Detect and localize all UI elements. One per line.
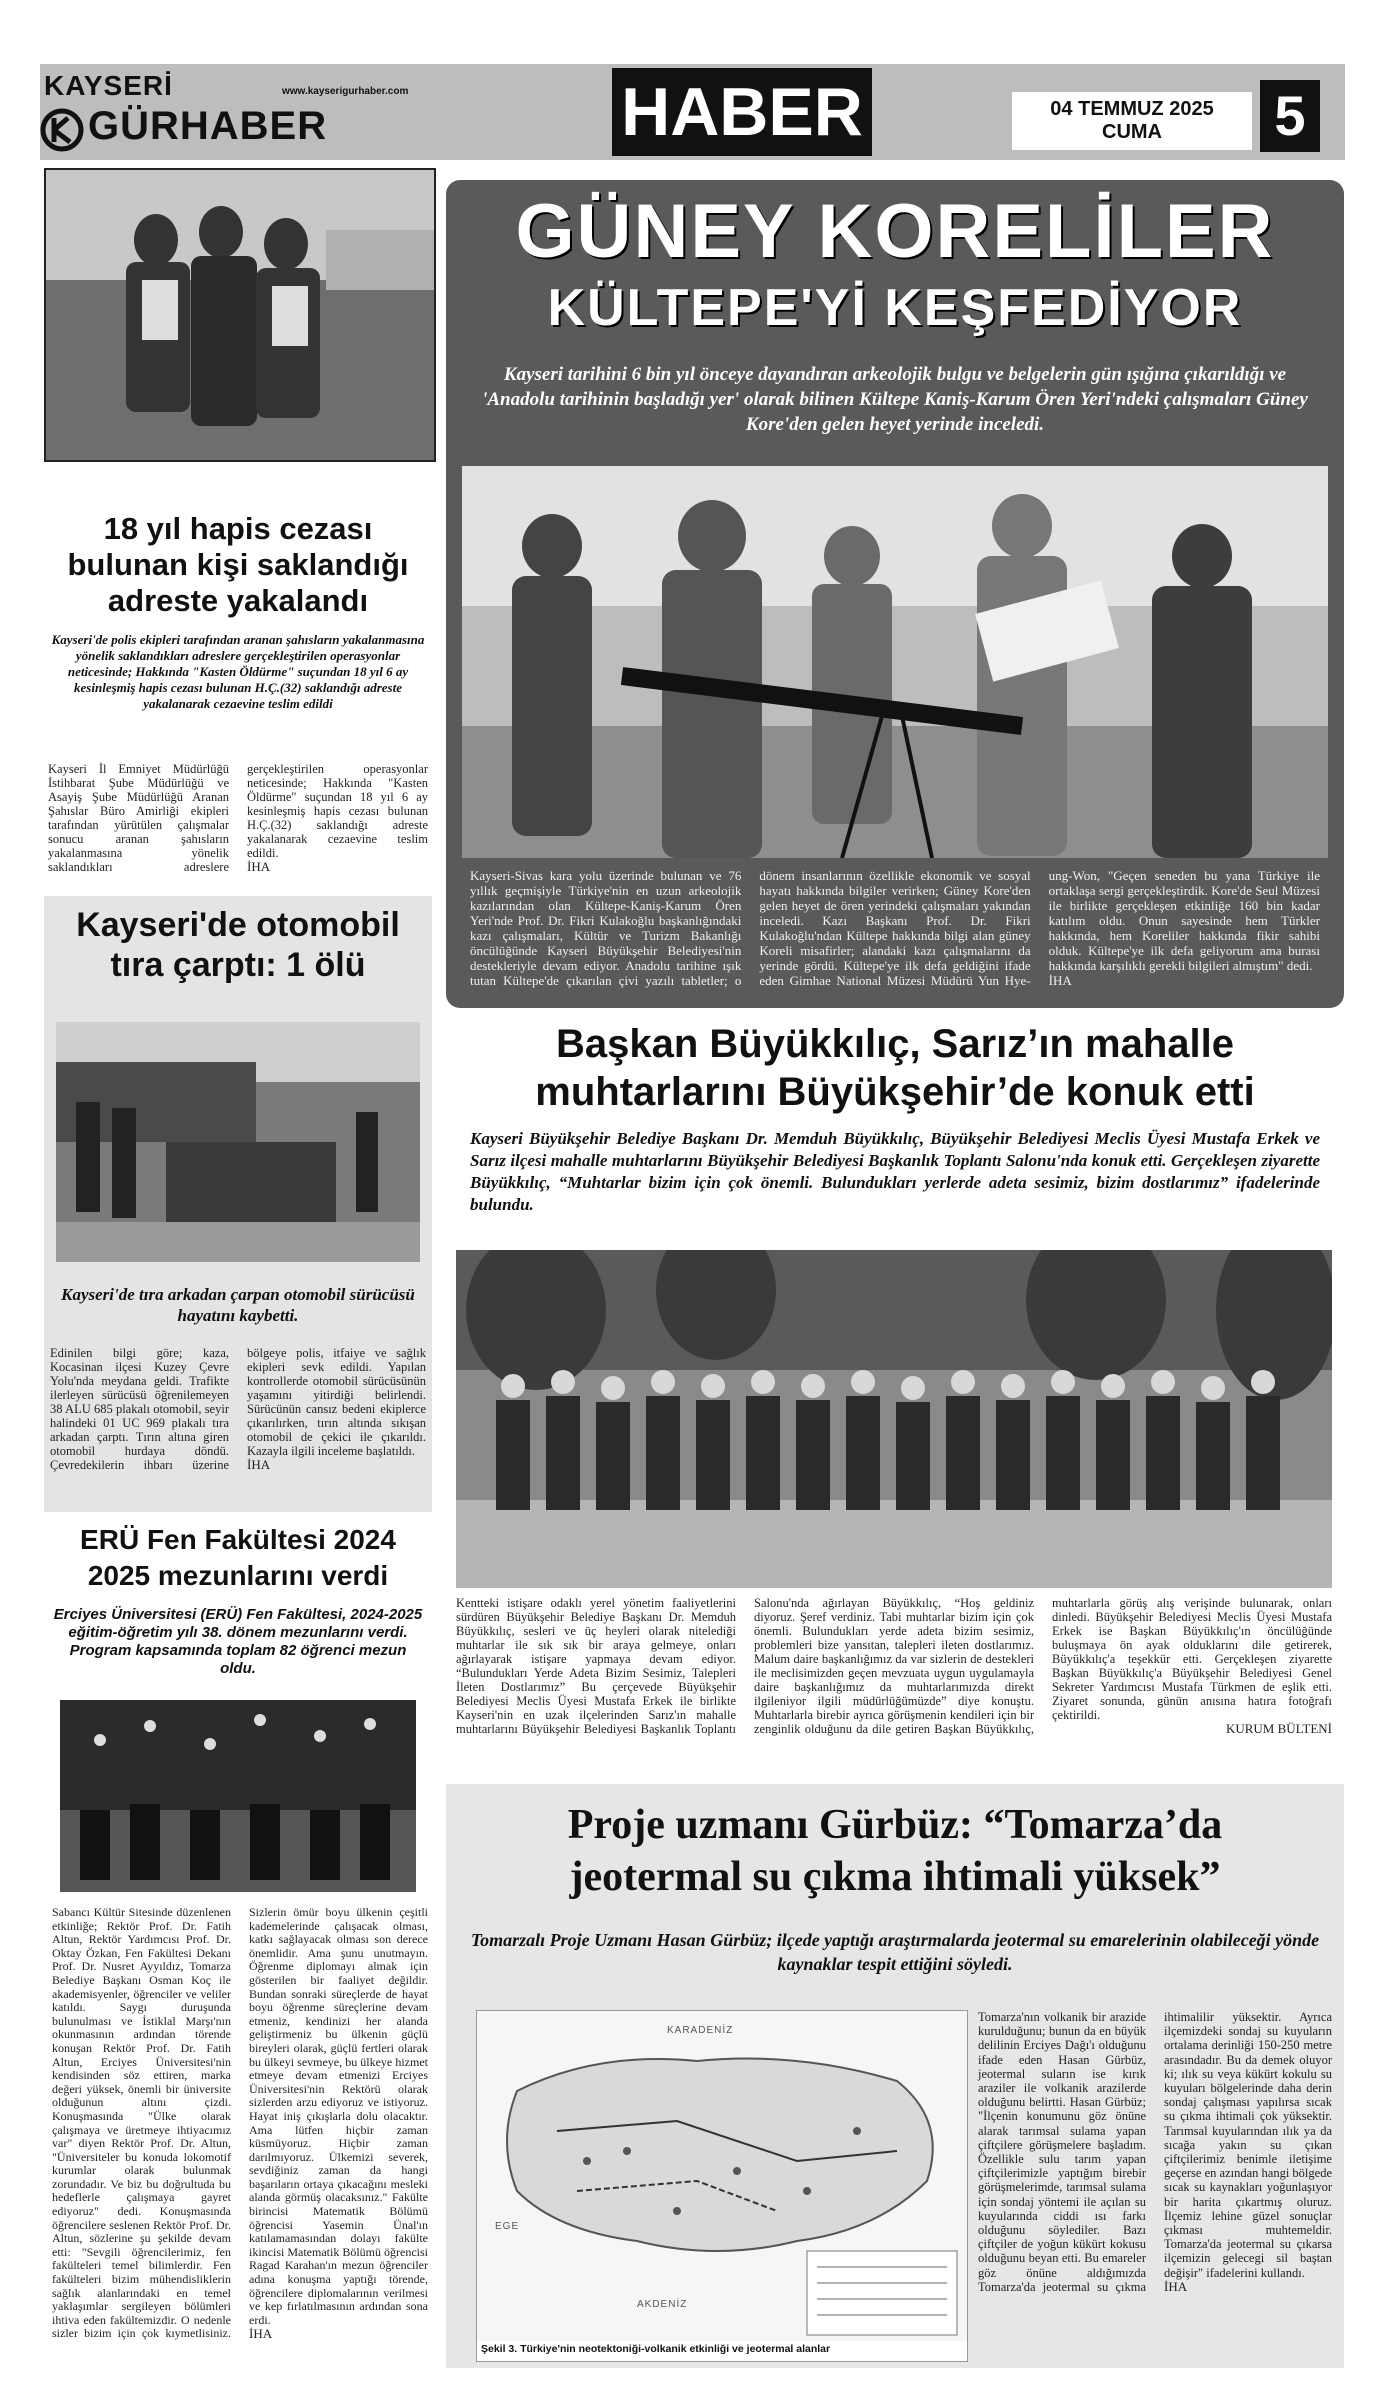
brand-city: KAYSERİ <box>44 70 173 101</box>
tir-headline-1: Kayseri'de otomobil <box>76 906 400 944</box>
graduation-photo <box>60 1700 416 1892</box>
proje-headline-2: jeotermal su çıkma ihtimali yüksek” <box>569 1854 1221 1900</box>
brand-url: www.kayserigurhaber.com <box>282 86 409 97</box>
eru-headline-2: 2025 mezunlarını verdi <box>87 1560 389 1591</box>
korea-lead: Kayseri tarihini 6 bin yıl önceye dayandıran arkeolojik bulgu ve belgelerin gün ışığına çıkarıldığı ve 'Anadolu tarihinin başladığı yer' olarak bilinen Kültepe Kaniş-Karum Ören Yeri'ndeki çalışmaları Güney Kore'den gelen heyet yerinde inceledi. <box>482 364 1308 435</box>
hapis-headline-3: adreste yakalandı <box>107 583 369 618</box>
map-label-karadeniz: KARADENİZ <box>667 2025 734 2036</box>
hapis-lead: Kayseri'de polis ekipleri tarafından aranan şahısların yakalanmasına yönelik saklandıkları adreslere gerçekleştirilen operasyonlar neticesinde; Hakkında "Kasten Öldürme" suçundan 18 yıl 6 ay kesinleşmiş hapis cezası bulunan H.Ç.(32) saklandığı adreste yakalanarak cezaevine teslim edildi <box>51 632 425 711</box>
tir-body <box>50 1346 426 1506</box>
baskan-body <box>456 1596 1332 1776</box>
issue-date: 04 TEMMUZ 2025 <box>1050 98 1214 120</box>
eru-headline-1: ERÜ Fen Fakültesi 2024 <box>80 1524 396 1555</box>
eru-body-text: Sabancı Kültür Sitesinde düzenlenen etkinliğe; Rektör Prof. Dr. Fatih Altun, Rektör Yardımcısı Prof. Dr. Oktay Özkan, Fen Fakültesi Dekanı Prof. Dr. Nusret Ayyıldız, Tomarza Belediye Başkanı Osman Koç ile akademisyenler, öğrenciler ve veliler katıldı. Saygı duruşunda bulunulması ve İstiklal Marşı'nın okunmasının ardından törende konuşan Rektör Prof. Dr. Fatih Altun, Erciyes Üniversitesi'nin kendisinden söz ettiren, marka değeri yüksek, önemli bir üniversite olduğunun altını çizdi. Konuşmasında "Ülke olarak çalışmaya ve üretmeye ihtiyacımız var" diyen Rektör Prof. Dr. Altun, "Üniversiteler bu konuda lokomotif kurumlar olarak bulunmak zorundadır. Ve biz bu doğrultuda bu hedeflerle çalışmaya gayret ediyoruz" dedi. Konuşmasında öğrencilere seslenen Rektör Prof. Dr. Altun, sözlerine şu şekilde devam etti: "Sevgili öğrencilerimiz, fen fakülteleri temel bilimlerdir. Fen fakülteleri bizim mühendisliklerin sağlık alanlarındaki en temel yaklaşımlar sergileyen bölümleri ihtiva eden fakültemizdir. O nedenle sizler bizim için çok kıymetlisiniz. Sizlerin ömür boyu ülkenin çeşitli kademelerinde çalışacak olması, katkı sağlayacak olması son derece önemlidir. Ama şunu unutmayın. Öğrenme diplomayı almak için gösterilen bir faaliyet değildir. Bundan sonraki süreçlerde de hayat boyu öğrenme süreçlerine devam etmeniz, kendinizi her alanda geliştirmeniz bu ülkenin güçlü bireyleri olarak, güçlü fertleri olarak bu ülkeyi sevmeye, bu ülkeye hizmet etmeye devam etmenizi Erciyes Üniversitesi'nin Rektörü olarak sizlerden arzu ediyoruz ve istiyoruz. Hayat iniş çıkışlarla dolu olacaktır. Ama lütfen hiçbir zaman küsmüyoruz. Hiçbir zaman darılmıyoruz. Ülkemizi severek, sevdiğiniz zaman da hangi başarıların ortaya çıkacağını mesleki alanda görmüş olacaksınız." Fakülte birincisi Matematik Bölümü öğrencisi Yasemin Ünal'ın katılamamasından dolayı fakülte ikincisi Matematik Bölümü öğrencisi Ragad Karahan'ın mezun öğrenciler adına konuşma yaptığı törende, öğrencilere diplomalarının verilmesi ve kep fırlatılmasının ardından sona erdi. <box>52 1905 428 2341</box>
brand-name: GÜRHABER <box>88 104 328 148</box>
baskan-headline-2: muhtarlarını Büyükşehir’de konuk etti <box>535 1070 1255 1114</box>
muhtar-group-photo <box>456 1250 1332 1588</box>
hapis-headline-2: bulunan kişi saklandığı <box>67 547 409 582</box>
logo-icon <box>40 108 84 152</box>
page-number: 5 <box>1260 80 1320 152</box>
police-arrest-photo <box>44 168 436 462</box>
proje-body <box>978 2010 1332 2360</box>
baskan-body-text: Kentteki istişare odaklı yerel yönetim faaliyetlerini sürdüren Büyükşehir Belediye Başkanı Dr. Memduh Büyükkılıç, sesleri ve üç heyleri olarak nitelediği muhtarlar ile sık sık bir araya gelmeye, onları ağırlayarak istişare yapmaya devam ediyor. “Bulundukları Yerde Adeta Bizim Sesimiz, Talepleri İleten Dostlarımız” Bu çerçevede Büyükşehir Belediyesi Meclis Üyesi Mustafa Erkek ile birlikte Kayseri'nin en uzak ilçelerinden Sarız'ın mahalle muhtarlarını Büyükşehir Belediyesi Başkanlık Toplantı Salonu'nda ağırlayan Büyükkılıç, “Hoş geldiniz diyoruz. Şeref verdiniz. Tabi muhtarlar bizim için çok önemli. Bulundukları yerde adeta bizim sesimiz, problemleri bize yansıtan, talepleri ileten dostlarımız. Malum daire başkanlığımız da var sizlerin de destekleri ile meclisimizden geçen mevzuata uygun uygulamayla daire başkanlığımız da muhtarlarımızda direkt ilgileniyor ilgili müdürlüğümüzde” diye konuştu. Muhtarlarla birebir ayrıca görüşmenin kendileri için bir zenginlik olduğunu da dile getiren Başkan Büyükkılıç, muhtarlarla görüş alış verişinde bulunarak, onları dinledi. Büyükşehir Belediyesi Meclis Üyesi Mustafa Erkek ise Başkan Büyükkılıç'ın öncülüğünde buluşmaya ön ayak olduklarını dile getirerek, Büyükkılıç'a teşekkür etti. Gerçekleşen ziyarette Başkan Büyükkılıç'a Büyükşehir Belediyesi Genel Sekreter Yardımcısı Mustafa Türkmen de eşlik etti. Ziyaret sonunda, günün anısına hatıra fotoğrafı çektirildi. <box>456 1596 1332 1736</box>
korea-body <box>470 868 1320 998</box>
eru-body <box>52 1906 428 2376</box>
hapis-body-text: Kayseri İl Emniyet Müdürlüğü İstihbarat Şube Müdürlüğü ve Asayiş Şube Müdürlüğü Aranan Şahıslar Büro Amirliği ekipleri tarafından yürütülen çalışmalar sonucu aranan şahısların yakalanmasına yönelik saklandıkları adreslere gerçekleştirilen operasyonlar neticesinde; Hakkında "Kasten Öldürme" suçundan 18 yıl 6 ay kesinleşmiş hapis cezası bulunan H.Ç.(32) saklandığı adreste yakalanarak cezaevine teslim edildi. <box>48 762 428 874</box>
issue-day: CUMA <box>1102 121 1162 143</box>
eru-signature: İHA <box>249 2326 273 2342</box>
tir-body-text: Edinilen bilgi göre; kaza, Kocasinan ilçesi Kuzey Çevre Yolu'nda meydana geldi. Trafikte ilerleyen sürücüsü öğrenilemeyen 38 ALU 685 plakalı otomobil, seyir halindeki 01 UC 969 plakalı tıra arkadan çarptı. Tırın altına giren otomobil hurdaya döndü. Çevredekilerin ihbarı üzerine bölgeye polis, itfaiye ve sağlık ekipleri sevk edildi. Yapılan kontrollerde otomobil sürücüsünün yaşamını yitirdiği belirlendi. Sürücünün cansız bedeni ekiplerce çıkarılırken, tırın altında sıkışan otomobil de çekici ile çıkarıldı. Kazayla ilgili inceleme başlatıldı. <box>50 1346 426 1472</box>
korea-body-text: Kayseri-Sivas kara yolu üzerinde bulunan ve 76 yıllık geçmişiyle Türkiye'nin en uzun arkeolojik kazılarından olan Kültepe-Kaniş-Karum Ören Yeri'nde Prof. Dr. Fikri Kulakoğlu başkanlığındaki kazı çalışmaları, Kültür ve Turizm Bakanlığı öncülüğünde Kayseri Büyükşehir Belediyesi'nin destekleriyle devam ediyor. Anadolu tarihine ışık tutan Kültepe'de çıkarılan çivi yazılı tabletler; o dönem insanlarının özellikle ekonomik ve sosyal hayatı hakkında bilgiler verirken; Güney Kore'den gelen heyet de ören yerindeki çalışmaları yakından inceledi. Kazı Başkanı Prof. Dr. Fikri Kulakoğlu'ndan Kültepe hakkında bilgi alan güney Koreli misafirler; alandaki kazı çalışmalarını da yerinde gördü. Kültepe'ye ilk defa geldiğini ifade eden Gimhae National Müzesi Müdürü Yun Hye-ung-Won, "Geçen seneden bu yana Türkiye ile ortaklaşa sergi gerçekleştirdik. Kore'de Seul Müzesi ile birlikte gerçekleşen etkinliğe 160 bin kadar katılım oldu. Onun sayesinde hem Türkler hakkında, hem Koreliler hakkında fikir sahibi olduk. Kültepe'ye ilk defa geliyorum ama burası hakkında karşılıklı gerekli bilgileri almıştım" dedi. <box>470 868 1320 988</box>
baskan-lead: Kayseri Büyükşehir Belediye Başkanı Dr. Memduh Büyükkılıç, Büyükşehir Belediyesi Meclis Üyesi Mustafa Erkek ve Sarız ilçesi mahalle muhtarlarını Büyükşehir Belediyesi Başkanlık Toplantı Salonu'nda konuk etti. Gerçekleşen ziyarette Büyükkılıç, “Muhtarlar bizim için çok önemli. Bulundukları yerlerde adeta sesimiz, bizim dostlarımız” ifadelerinde bulundu. <box>470 1129 1320 1214</box>
map-label-ege: EGE <box>495 2221 520 2232</box>
map-label-akdeniz: AKDENİZ <box>637 2299 688 2310</box>
section-title: HABER <box>612 68 872 156</box>
proje-lead: Tomarzalı Proje Uzmanı Hasan Gürbüz; ilçede yaptığı araştırmalarda jeotermal su emarelerinin olabileceği yönde kaynaklar tespit ettiğini söyledi. <box>470 1930 1320 1974</box>
korea-site-photo <box>462 466 1328 858</box>
hapis-body <box>48 762 428 912</box>
hapis-headline-1: 18 yıl hapis cezası <box>103 511 373 546</box>
korea-headline-2: KÜLTEPE'Yİ KEŞFEDİYOR <box>547 279 1243 337</box>
korea-signature: İHA <box>1048 973 1072 988</box>
tir-crash-photo <box>56 1022 420 1262</box>
tir-signature: İHA <box>247 1457 271 1472</box>
tir-caption: Kayseri'de tıra arkadan çarpan otomobil sürücüsü hayatını kaybetti. <box>61 1285 415 1325</box>
map-caption: Şekil 3. Türkiye'nin neotektoniği-volkanik etkinliği ve jeotermal alanlar <box>481 2343 831 2355</box>
proje-signature: İHA <box>1164 2278 1188 2294</box>
turkey-map <box>476 2010 968 2362</box>
hapis-signature: İHA <box>247 859 271 874</box>
baskan-signature: KURUM BÜLTENİ <box>1225 1721 1332 1736</box>
baskan-headline-1: Başkan Büyükkılıç, Sarız’ın mahalle <box>555 1022 1235 1066</box>
proje-body-text: Tomarza'nın volkanik bir arazide kurulduğunu; bunun da en büyük delilinin Erciyes Dağı'ı olduğunu ifade eden Hasan Gürbüz, jeotermal suların ise kırık araziler ile volkanik arazilerde olduğunu belirtti. Hasan Gürbüz; "İlçenin konumunu göz önüne alarak tarımsal sulama yapan çiftçilere görüşmelere başladım. Özellikle sulu tarım yapan çiftçilerimizle yaptığım birebir görüşmelerimde, tarımsal sulama için sondaj yöntemi ile açılan su kuyularında ciddi ısı farkı olduğunu söylediler. Bazı çiftçiler de yoğun kükürt kokusu olduğunu beyan etti. Bu emareler göz önüne aldığımızda Tomarza'da jeotermal su çıkma ihtimalilir yüksektir. Ayrıca ilçemizdeki sondaj su kuyuların ortalama derinliği 150-250 metre arasındadır. Bu da demek oluyor ki; ılık su veya kükürt kokulu su kuyuları bölgelerinde daha derin sondaj çalışması yapılırsa sıcak su çıkma ihtimali çok yüksektir. Tarımsal kuyularından ılık ya da sıcağa yakın su çıkan çiftçilerimiz benimle iletişime geçerse en azından hangi bölgede sıcak su kaynakları yoğunlaşıyor bir harita çıkartmış oluruz. İlçemiz lehine güzel sonuçlar çıkması muhtemeldir. Tomarza'da jeotermal su çıkarsa ilçemizin gelecegi sil baştan değişir" ifadelerini kullandı. <box>978 2010 1332 2294</box>
proje-headline-1: Proje uzmanı Gürbüz: “Tomarza’da <box>567 1802 1223 1848</box>
korea-headline-1: GÜNEY KORELİLER <box>515 189 1275 274</box>
tir-headline-2: tıra çarptı: 1 ölü <box>110 946 366 984</box>
eru-lead: Erciyes Üniversitesi (ERÜ) Fen Fakültesi, 2024-2025 eğitim-öğretim yılı 38. dönem mezunlarını verdi. Program kapsamında toplam 82 öğrenci mezun oldu. <box>53 1606 423 1677</box>
